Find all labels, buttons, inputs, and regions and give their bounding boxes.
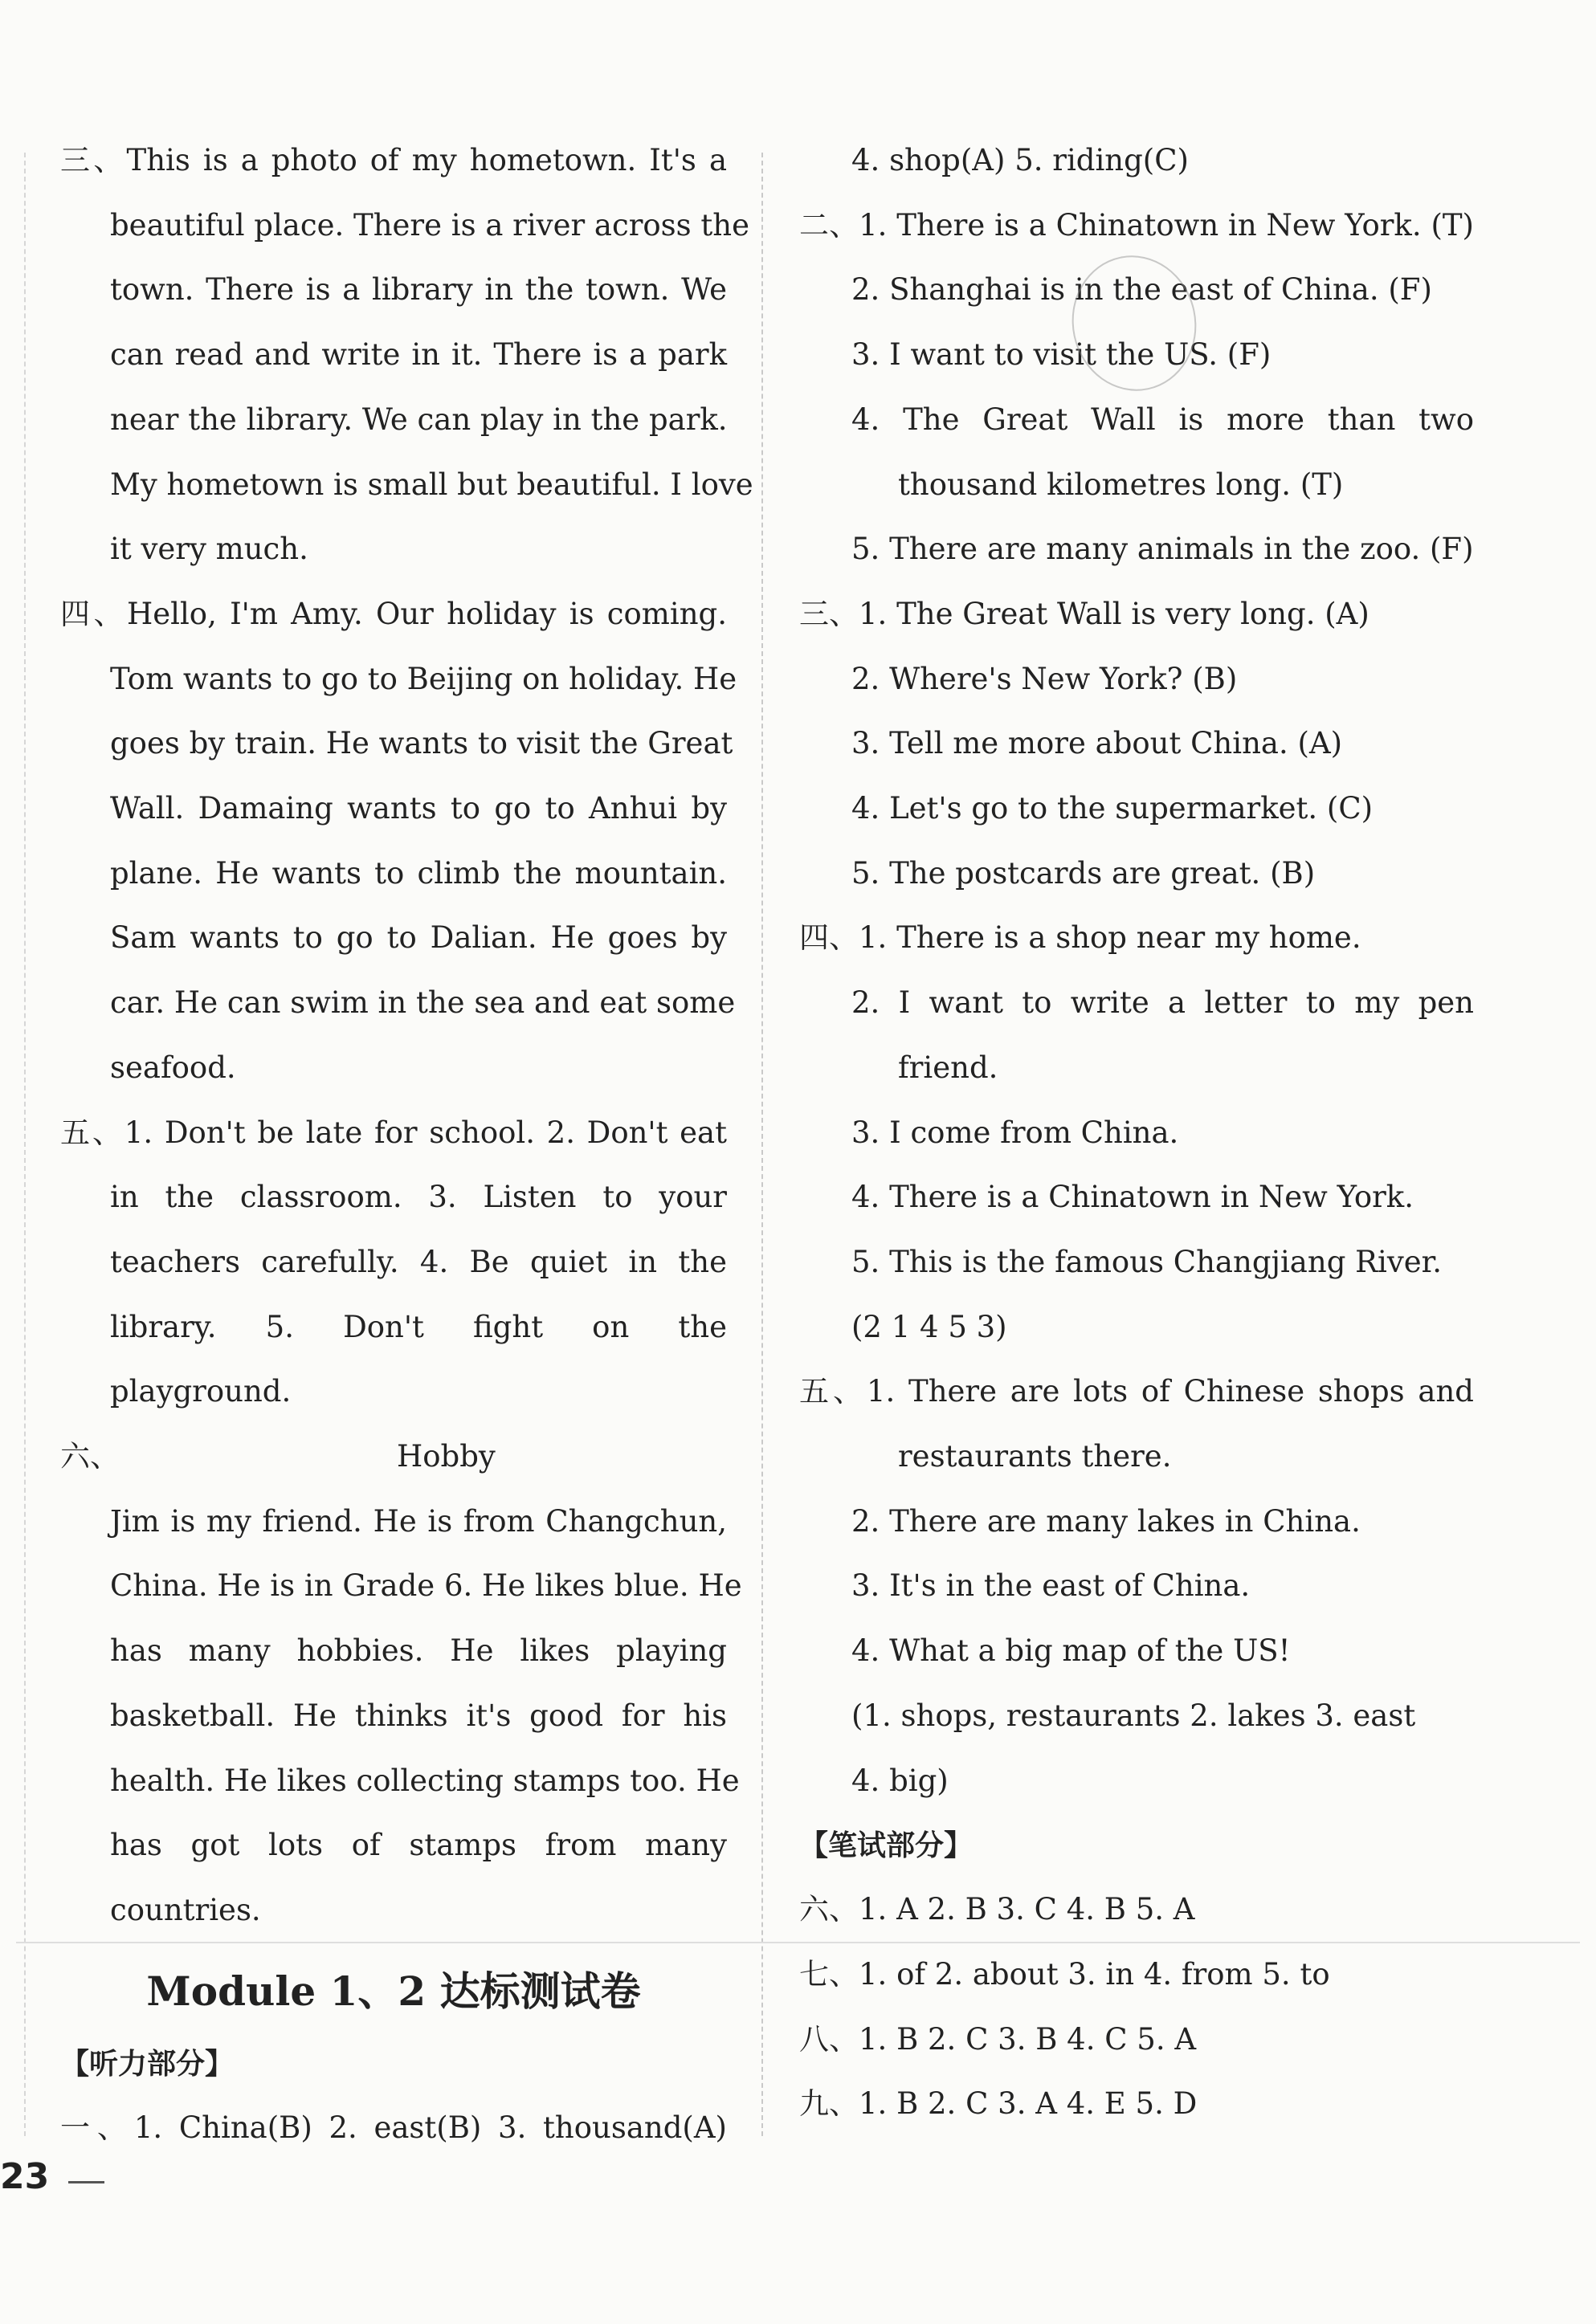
text-line: (2 1 4 5 3) (851, 1309, 1007, 1344)
text-line: 二、1. There is a Chinatown in New York. (T) (799, 207, 1474, 243)
text-line: 八、1. B 2. C 3. B 4. C 5. A (799, 2021, 1197, 2057)
text-line: has many hobbies. He likes playing (110, 1633, 727, 1669)
text-line: car. He can swim in the sea and eat some (110, 985, 736, 1021)
text-line: plane. He wants to climb the mountain. (110, 855, 727, 891)
text-line: in the classroom. 3. Listen to your (110, 1180, 727, 1215)
text-line: near the library. We can play in the park. (110, 402, 728, 437)
text-line: 2. Shanghai is in the east of China. (F) (851, 272, 1432, 308)
text-line: beautiful place. There is a river across the (110, 207, 750, 243)
section-5-answers (60, 1101, 727, 1425)
text-line: Wall. Damaing wants to go to Anhui by (110, 791, 727, 826)
text-line: 3. It's in the east of China. (851, 1568, 1251, 1604)
text-line: China. He is in Grade 6. He likes blue. He (110, 1568, 742, 1604)
section-3-passage (60, 128, 753, 582)
section-6-essay (60, 1425, 742, 1943)
left-column (60, 128, 753, 2160)
text-line: 3. I come from China. (851, 1115, 1179, 1150)
section-4-passage (60, 582, 737, 1101)
text-line: 5. There are many animals in the zoo. (F) (851, 532, 1474, 567)
written-heading: 【笔试部分】 (799, 1829, 974, 1863)
right-column (799, 128, 1474, 2137)
text-line: 九、1. B 2. C 3. A 4. E 5. D (799, 2086, 1198, 2122)
text-line: playground. (110, 1374, 292, 1409)
essay-title: Hobby (397, 1439, 496, 1474)
text-line: My hometown is small but beautiful. I love (110, 467, 753, 502)
text-line: 三、This is a photo of my hometown. It's a (60, 143, 727, 177)
text-line: Sam wants to go to Dalian. He goes by (110, 920, 727, 956)
text-line: Tom wants to go to Beijing on holiday. He (110, 661, 737, 696)
text-line: 四、Hello, I'm Amy. Our holiday is coming. (60, 596, 727, 631)
text-line: 2. I want to write a letter to my pen (851, 985, 1474, 1021)
text-line: 一、1. China(B) 2. east(B) 3. thousand(A) (60, 2110, 727, 2145)
text-line: Jim is my friend. He is from Changchun, (110, 1503, 727, 1539)
text-line: restaurants there. (898, 1439, 1172, 1474)
essay-title-line (60, 1425, 727, 1490)
text-line: 5. The postcards are great. (B) (851, 855, 1316, 891)
text-line: 2. There are many lakes in China. (851, 1503, 1361, 1539)
module-title: Module 1、2 达标测试卷 (146, 1967, 641, 2015)
column-divider (761, 153, 763, 2136)
text-line: (1. shops, restaurants 2. lakes 3. east (851, 1698, 1416, 1733)
text-line: goes by train. He wants to visit the Great (110, 726, 733, 761)
text-line: 2. Where's New York? (B) (851, 661, 1238, 696)
listening-heading: 【听力部分】 (60, 2046, 235, 2081)
text-line: library. 5. Don't fight on the (110, 1309, 727, 1344)
text-line: health. He likes collecting stamps too. He (110, 1763, 740, 1798)
text-line: 3. I want to visit the US. (F) (851, 337, 1271, 373)
text-line: 4. The Great Wall is more than two (851, 402, 1474, 437)
text-line: 五、1. Don't be late for school. 2. Don't eat (60, 1115, 727, 1150)
text-line: 5. This is the famous Changjiang River. (851, 1244, 1443, 1279)
text-line: basketball. He thinks it's good for his (110, 1698, 727, 1733)
text-line: town. There is a library in the town. We (110, 272, 727, 308)
text-line: 三、1. The Great Wall is very long. (A) (799, 596, 1369, 631)
text-line: 五、1. There are lots of Chinese shops and (799, 1374, 1474, 1409)
text-line: 4. Let's go to the supermarket. (C) (851, 791, 1374, 826)
text-line: can read and write in it. There is a park (110, 337, 727, 373)
page-number-rule (68, 2181, 104, 2183)
text-line: 六、1. A 2. B 3. C 4. B 5. A (799, 1892, 1195, 1927)
text-line: 4. There is a Chinatown in New York. (851, 1180, 1414, 1215)
text-line: has got lots of stamps from many (110, 1828, 727, 1863)
text-line: 4. What a big map of the US! (851, 1633, 1291, 1669)
text-line: friend. (898, 1050, 998, 1085)
page-number: 23 (0, 2156, 50, 2197)
text-line: 4. shop(A) 5. riding(C) (851, 143, 1189, 177)
text-line: thousand kilometres long. (T) (898, 467, 1344, 502)
left-margin-line (24, 153, 26, 2136)
text-line: teachers carefully. 4. Be quiet in the (110, 1244, 727, 1279)
text-line: 七、1. of 2. about 3. in 4. from 5. to (799, 1956, 1330, 1992)
text-line: it very much. (110, 532, 308, 567)
section-label: 六、 (60, 1439, 120, 1474)
text-line: seafood. (110, 1050, 236, 1085)
text-line: 4. big) (851, 1763, 949, 1798)
text-line: 3. Tell me more about China. (A) (851, 726, 1343, 761)
text-line: 四、1. There is a shop near my home. (799, 920, 1361, 956)
text-line: countries. (110, 1892, 261, 1927)
